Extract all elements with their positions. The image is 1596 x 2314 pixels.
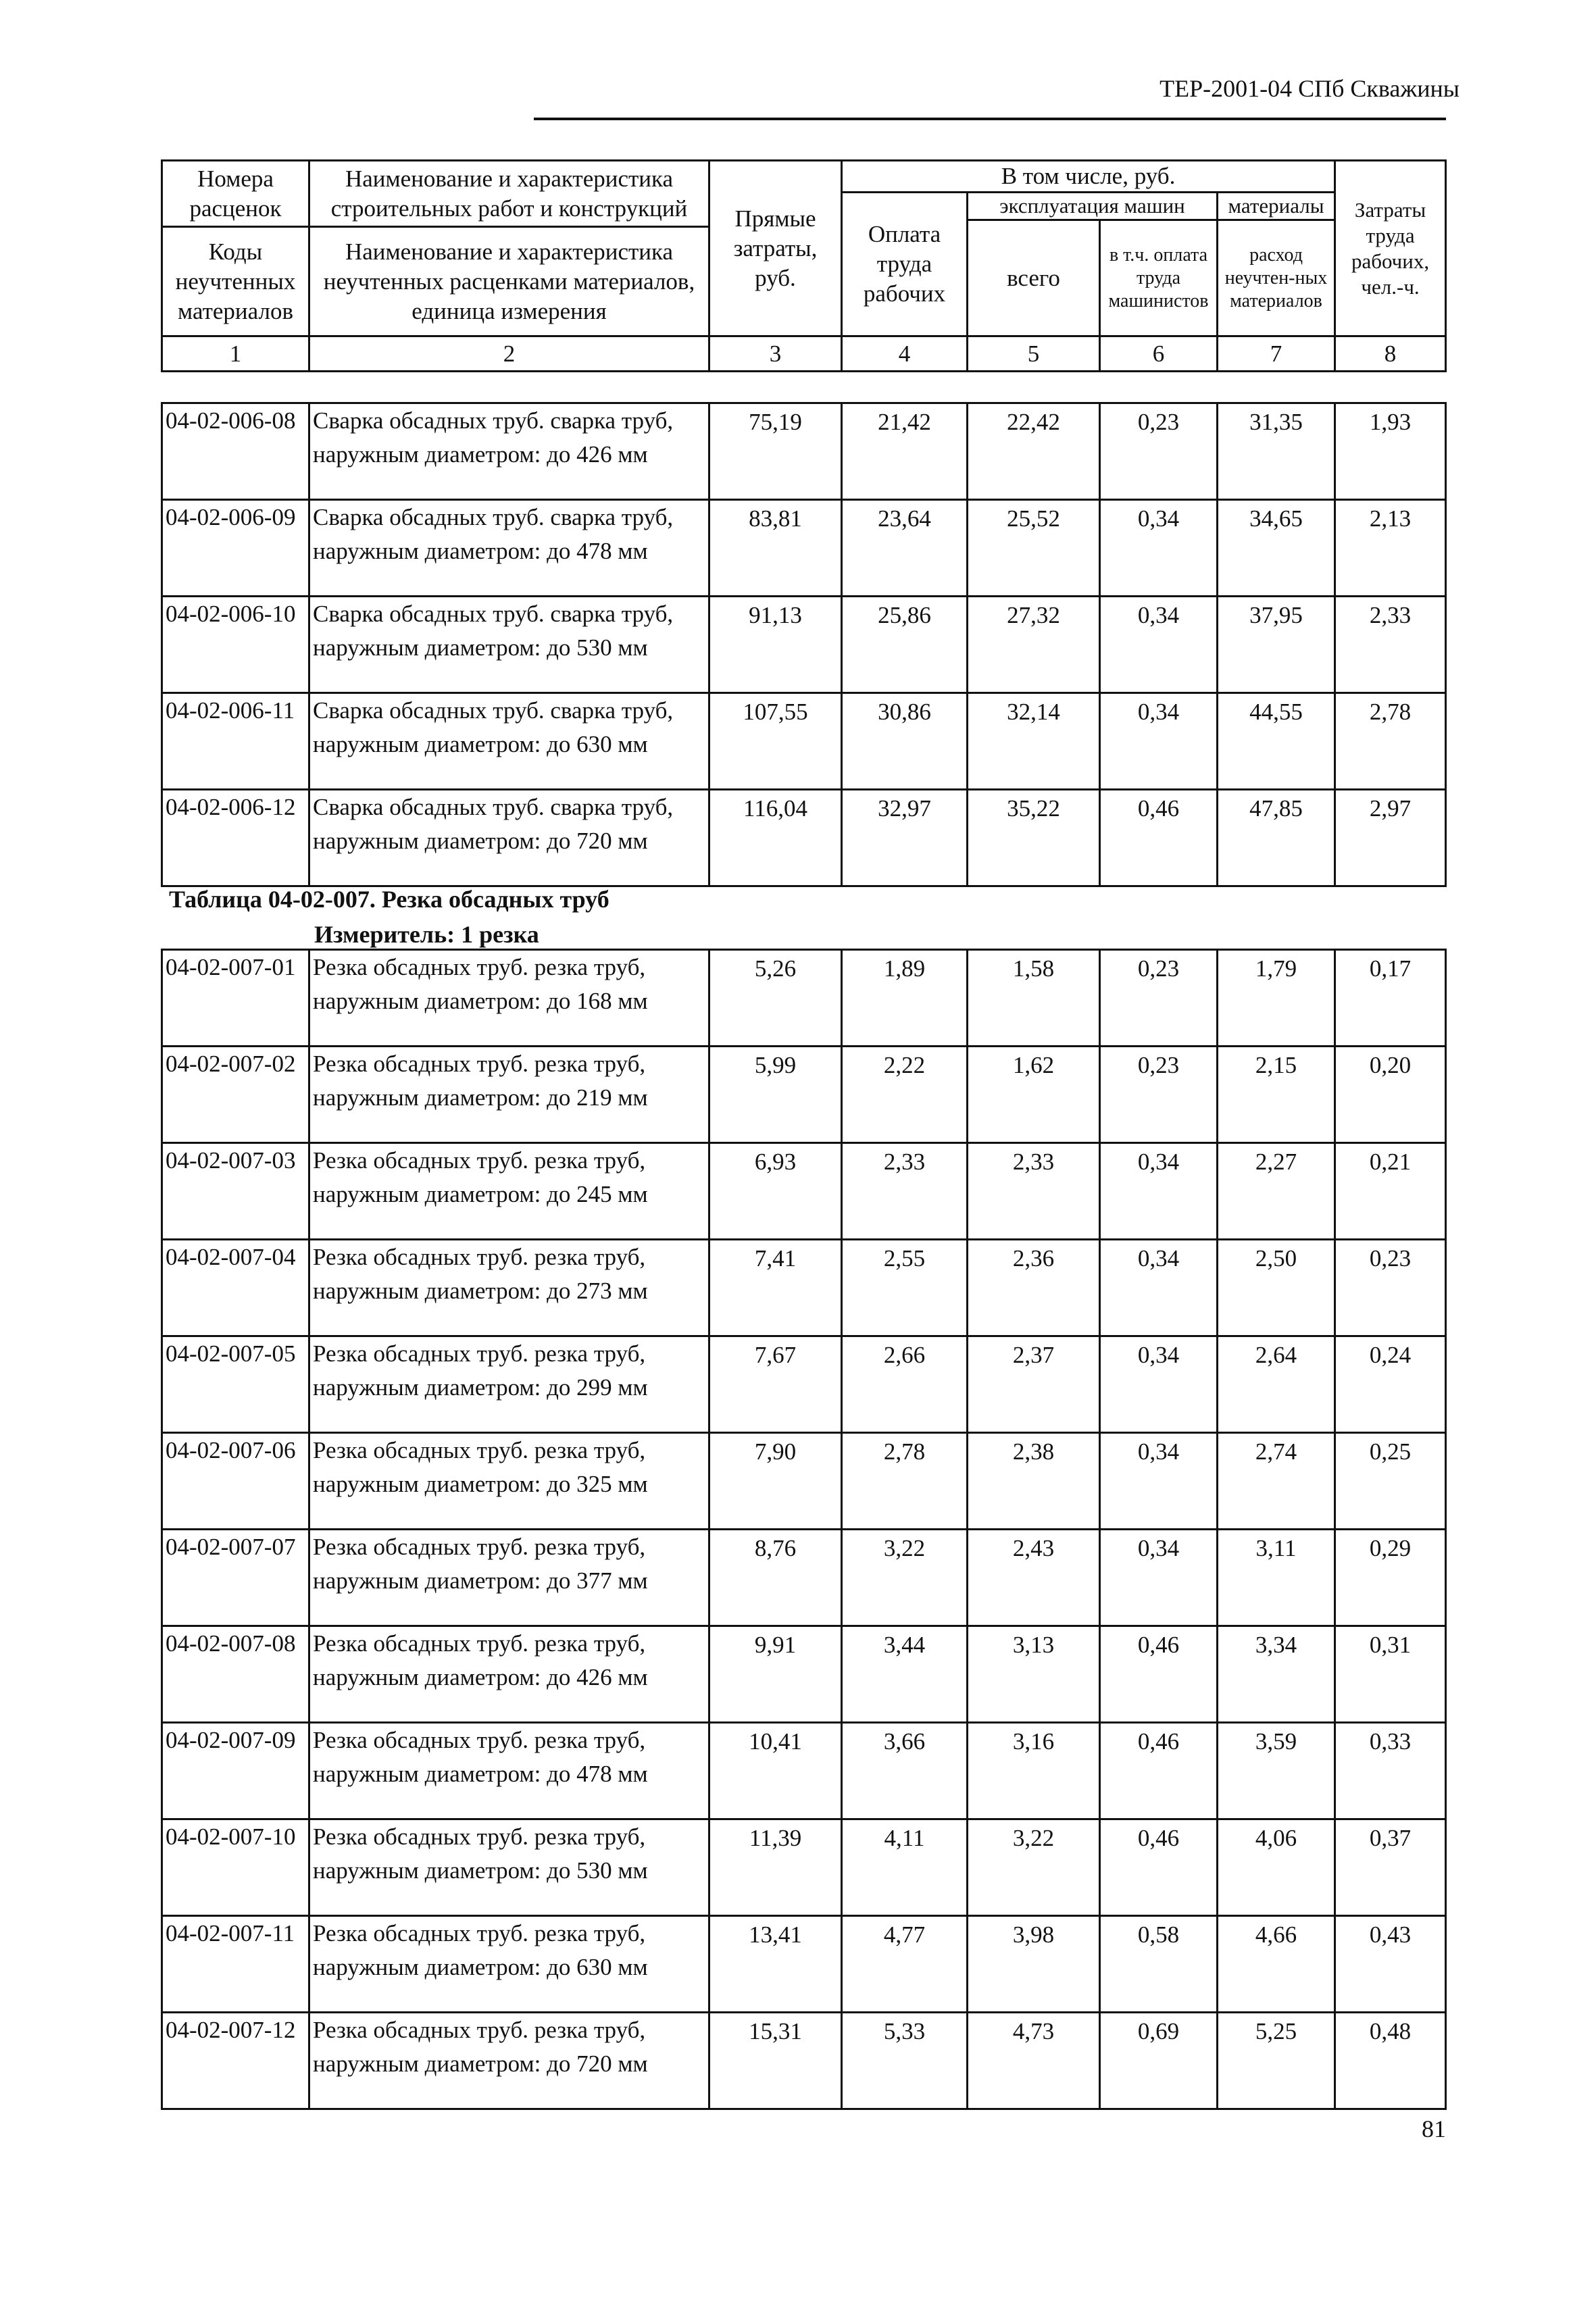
cell-direct: 7,90: [709, 1433, 842, 1530]
cell-code: 04-02-007-05: [162, 1336, 309, 1433]
cell-direct: 107,55: [709, 693, 842, 790]
cell-name: Сварка обсадных труб. сварка труб, наружным диаметром: до 530 мм: [309, 597, 709, 693]
cell-code: 04-02-007-07: [162, 1530, 309, 1626]
cell-name: Сварка обсадных труб. сварка труб, наружным диаметром: до 630 мм: [309, 693, 709, 790]
cell-hours: 2,13: [1335, 500, 1446, 597]
cell-code: 04-02-007-08: [162, 1626, 309, 1723]
cell-mach-labor: 0,34: [1100, 1240, 1218, 1336]
cell-materials: 2,64: [1218, 1336, 1335, 1433]
column-number-cell: 5: [968, 336, 1100, 372]
column-numbers-row: [162, 336, 1446, 372]
cell-code: 04-02-007-02: [162, 1047, 309, 1143]
cell-code: 04-02-006-12: [162, 790, 309, 886]
cell-mach-labor: 0,69: [1100, 2013, 1218, 2109]
cell-materials: 4,06: [1218, 1819, 1335, 1916]
header-col2-bottom: Наименование и характеристика неучтенных расценками материалов, единица измерения: [309, 227, 709, 336]
header-col2-top: Наименование и характеристика строительных работ и конструкций: [330, 165, 688, 222]
cell-mach-total: 27,32: [968, 597, 1100, 693]
cell-hours: 0,20: [1335, 1047, 1446, 1143]
column-header-table: [161, 159, 1447, 372]
cell-hours: 0,31: [1335, 1626, 1446, 1723]
cell-materials: 3,11: [1218, 1530, 1335, 1626]
cell-labor: 25,86: [842, 597, 968, 693]
cell-labor: 2,66: [842, 1336, 968, 1433]
cell-labor: 23,64: [842, 500, 968, 597]
table-row: [162, 790, 1446, 886]
header-col4: Оплата труда рабочих: [842, 193, 968, 336]
cell-code: 04-02-007-10: [162, 1819, 309, 1916]
cell-mach-total: 3,13: [968, 1626, 1100, 1723]
cell-mach-total: 2,43: [968, 1530, 1100, 1626]
cell-mach-labor: 0,23: [1100, 403, 1218, 500]
cell-name: Резка обсадных труб. резка труб, наружным диаметром: до 168 мм: [309, 950, 709, 1047]
cell-name: Резка обсадных труб. резка труб, наружным диаметром: до 219 мм: [309, 1047, 709, 1143]
table-row: [162, 1433, 1446, 1530]
column-number-cell: 4: [842, 336, 968, 372]
cell-code: 04-02-007-04: [162, 1240, 309, 1336]
cell-labor: 30,86: [842, 693, 968, 790]
cell-code: 04-02-006-10: [162, 597, 309, 693]
cell-mach-labor: 0,46: [1100, 1723, 1218, 1819]
cell-labor: 4,11: [842, 1819, 968, 1916]
column-number-cell: 8: [1335, 336, 1446, 372]
cell-code: 04-02-006-09: [162, 500, 309, 597]
table-row: [162, 1047, 1446, 1143]
cell-direct: 11,39: [709, 1819, 842, 1916]
cell-name: Резка обсадных труб. резка труб, наружным диаметром: до 478 мм: [309, 1723, 709, 1819]
header-col6: в т.ч. оплата труда машинистов: [1100, 220, 1218, 336]
cell-hours: 1,93: [1335, 403, 1446, 500]
cell-direct: 7,67: [709, 1336, 842, 1433]
table-row: [162, 1143, 1446, 1240]
cell-materials: 31,35: [1218, 403, 1335, 500]
cell-hours: 0,29: [1335, 1530, 1446, 1626]
column-number-cell: 6: [1100, 336, 1218, 372]
cell-hours: 0,23: [1335, 1240, 1446, 1336]
table-row: [162, 1336, 1446, 1433]
cell-mach-total: 32,14: [968, 693, 1100, 790]
cell-direct: 13,41: [709, 1916, 842, 2013]
cell-labor: 1,89: [842, 950, 968, 1047]
header-col8: Затраты труда рабочих, чел.-ч.: [1335, 161, 1446, 336]
header-rule: [534, 118, 1446, 120]
cell-code: 04-02-007-11: [162, 1916, 309, 2013]
cell-name: Резка обсадных труб. резка труб, наружным диаметром: до 377 мм: [309, 1530, 709, 1626]
cell-hours: 0,24: [1335, 1336, 1446, 1433]
cell-materials: 3,59: [1218, 1723, 1335, 1819]
header-col3: Прямые затраты, руб.: [709, 161, 842, 336]
cell-hours: 0,21: [1335, 1143, 1446, 1240]
cell-direct: 15,31: [709, 2013, 842, 2109]
cell-mach-total: 3,22: [968, 1819, 1100, 1916]
cell-materials: 44,55: [1218, 693, 1335, 790]
header-col1-top: Номера расценок: [189, 165, 282, 222]
cell-hours: 0,25: [1335, 1433, 1446, 1530]
table-row: [162, 403, 1446, 500]
welding-table: [161, 402, 1447, 887]
cell-hours: 0,33: [1335, 1723, 1446, 1819]
cell-code: 04-02-007-09: [162, 1723, 309, 1819]
cell-name: Резка обсадных труб. резка труб, наружным диаметром: до 273 мм: [309, 1240, 709, 1336]
cell-direct: 5,26: [709, 950, 842, 1047]
table-row: [162, 1723, 1446, 1819]
cell-mach-labor: 0,34: [1100, 1336, 1218, 1433]
cell-direct: 83,81: [709, 500, 842, 597]
header-col2: [309, 161, 709, 227]
cell-labor: 2,78: [842, 1433, 968, 1530]
cell-mach-labor: 0,34: [1100, 597, 1218, 693]
cell-name: Резка обсадных труб. резка труб, наружным диаметром: до 426 мм: [309, 1626, 709, 1723]
cell-labor: 2,55: [842, 1240, 968, 1336]
cell-mach-total: 2,37: [968, 1336, 1100, 1433]
table-row: [162, 2013, 1446, 2109]
header-col5: всего: [968, 220, 1100, 336]
column-number-cell: 7: [1218, 336, 1335, 372]
cell-mach-labor: 0,34: [1100, 1143, 1218, 1240]
cell-labor: 3,66: [842, 1723, 968, 1819]
cell-hours: 0,37: [1335, 1819, 1446, 1916]
cell-direct: 5,99: [709, 1047, 842, 1143]
cell-materials: 5,25: [1218, 2013, 1335, 2109]
cell-materials: 2,50: [1218, 1240, 1335, 1336]
cell-mach-labor: 0,23: [1100, 1047, 1218, 1143]
header-group-label: В том числе, руб.: [842, 161, 1335, 193]
table-unit: Измеритель: 1 резка: [314, 921, 539, 948]
cell-labor: 21,42: [842, 403, 968, 500]
header-machines: эксплуатация машин: [968, 193, 1218, 220]
cell-name: Резка обсадных труб. резка труб, наружным диаметром: до 720 мм: [309, 2013, 709, 2109]
cell-labor: 4,77: [842, 1916, 968, 2013]
header-materials: материалы: [1218, 193, 1335, 220]
cell-mach-total: 2,38: [968, 1433, 1100, 1530]
table-row: [162, 597, 1446, 693]
cell-direct: 9,91: [709, 1626, 842, 1723]
cell-mach-total: 35,22: [968, 790, 1100, 886]
cell-code: 04-02-007-01: [162, 950, 309, 1047]
table-row: [162, 500, 1446, 597]
table-row: [162, 1240, 1446, 1336]
cell-code: 04-02-006-08: [162, 403, 309, 500]
cell-hours: 2,78: [1335, 693, 1446, 790]
cell-mach-total: 3,16: [968, 1723, 1100, 1819]
cell-materials: 2,15: [1218, 1047, 1335, 1143]
running-header: ТЕР-2001-04 СПб Скважины: [1159, 75, 1460, 102]
cell-direct: 6,93: [709, 1143, 842, 1240]
cell-mach-total: 1,58: [968, 950, 1100, 1047]
cell-mach-labor: 0,34: [1100, 1530, 1218, 1626]
column-number-cell: 3: [709, 336, 842, 372]
cell-direct: 7,41: [709, 1240, 842, 1336]
cell-mach-total: 1,62: [968, 1047, 1100, 1143]
column-number-cell: 1: [162, 336, 309, 372]
cell-name: Резка обсадных труб. резка труб, наружным диаметром: до 299 мм: [309, 1336, 709, 1433]
column-number-cell: 2: [309, 336, 709, 372]
cell-labor: 3,44: [842, 1626, 968, 1723]
cell-materials: 2,27: [1218, 1143, 1335, 1240]
page-number: 81: [1422, 2115, 1446, 2142]
cell-direct: 10,41: [709, 1723, 842, 1819]
cell-hours: 0,43: [1335, 1916, 1446, 2013]
cell-materials: 4,66: [1218, 1916, 1335, 2013]
cell-mach-labor: 0,58: [1100, 1916, 1218, 2013]
table-row: [162, 950, 1446, 1047]
cell-name: Сварка обсадных труб. сварка труб, наружным диаметром: до 478 мм: [309, 500, 709, 597]
cell-name: Сварка обсадных труб. сварка труб, наружным диаметром: до 720 мм: [309, 790, 709, 886]
cutting-table: [161, 949, 1447, 2110]
cell-hours: 0,48: [1335, 2013, 1446, 2109]
cell-name: Резка обсадных труб. резка труб, наружным диаметром: до 325 мм: [309, 1433, 709, 1530]
table-row: [162, 1819, 1446, 1916]
cell-labor: 2,22: [842, 1047, 968, 1143]
cell-name: Резка обсадных труб. резка труб, наружным диаметром: до 630 мм: [309, 1916, 709, 2013]
header-col1: [162, 161, 309, 227]
cell-materials: 2,74: [1218, 1433, 1335, 1530]
cell-mach-labor: 0,34: [1100, 693, 1218, 790]
cell-code: 04-02-007-06: [162, 1433, 309, 1530]
cell-mach-total: 22,42: [968, 403, 1100, 500]
cell-materials: 1,79: [1218, 950, 1335, 1047]
cell-name: Резка обсадных труб. резка труб, наружным диаметром: до 530 мм: [309, 1819, 709, 1916]
cell-mach-total: 4,73: [968, 2013, 1100, 2109]
header-col7: расход неучтен-ных материалов: [1218, 220, 1335, 336]
table-row: [162, 1626, 1446, 1723]
cell-labor: 5,33: [842, 2013, 968, 2109]
cell-mach-labor: 0,34: [1100, 1433, 1218, 1530]
cell-hours: 2,33: [1335, 597, 1446, 693]
table-title: Таблица 04-02-007. Резка обсадных труб: [169, 886, 609, 913]
cell-hours: 2,97: [1335, 790, 1446, 886]
table-row: [162, 693, 1446, 790]
cell-mach-total: 2,36: [968, 1240, 1100, 1336]
cell-materials: 47,85: [1218, 790, 1335, 886]
cell-mach-total: 2,33: [968, 1143, 1100, 1240]
cell-code: 04-02-006-11: [162, 693, 309, 790]
cell-direct: 91,13: [709, 597, 842, 693]
cell-direct: 8,76: [709, 1530, 842, 1626]
header-col1-bottom: Коды неучтенных материалов: [162, 227, 309, 336]
cell-labor: 32,97: [842, 790, 968, 886]
cell-direct: 116,04: [709, 790, 842, 886]
cell-materials: 34,65: [1218, 500, 1335, 597]
cell-materials: 37,95: [1218, 597, 1335, 693]
cell-name: Сварка обсадных труб. сварка труб, наружным диаметром: до 426 мм: [309, 403, 709, 500]
table-row: [162, 1530, 1446, 1626]
cell-mach-total: 25,52: [968, 500, 1100, 597]
cell-mach-labor: 0,46: [1100, 1626, 1218, 1723]
cell-direct: 75,19: [709, 403, 842, 500]
cell-mach-total: 3,98: [968, 1916, 1100, 2013]
cell-mach-labor: 0,23: [1100, 950, 1218, 1047]
cell-hours: 0,17: [1335, 950, 1446, 1047]
table-row: [162, 1916, 1446, 2013]
cell-labor: 2,33: [842, 1143, 968, 1240]
cell-name: Резка обсадных труб. резка труб, наружным диаметром: до 245 мм: [309, 1143, 709, 1240]
cell-mach-labor: 0,46: [1100, 1819, 1218, 1916]
cell-code: 04-02-007-12: [162, 2013, 309, 2109]
cell-code: 04-02-007-03: [162, 1143, 309, 1240]
cell-materials: 3,34: [1218, 1626, 1335, 1723]
cell-labor: 3,22: [842, 1530, 968, 1626]
cell-mach-labor: 0,46: [1100, 790, 1218, 886]
cell-mach-labor: 0,34: [1100, 500, 1218, 597]
